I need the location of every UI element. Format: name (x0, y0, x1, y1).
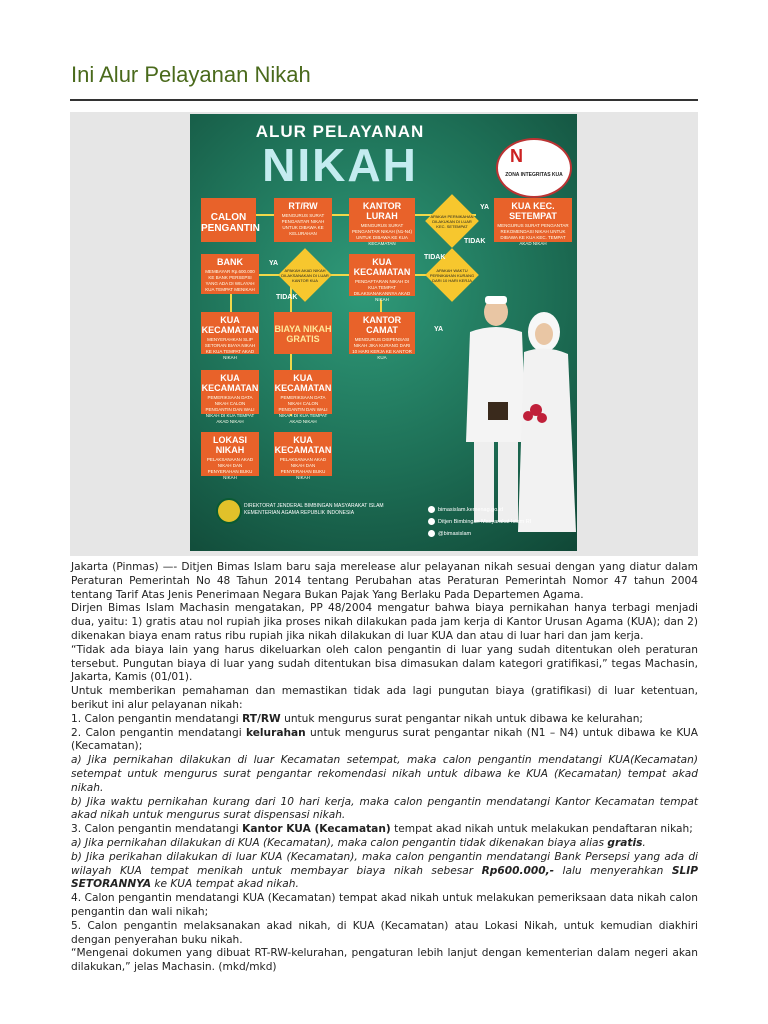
step-1: 1. Calon pengantin mendatangi RT/RW untuk mengurus surat pengantar nikah untuk dibawa ke kelurahan; (71, 712, 644, 725)
flow-box-kua-pendaftaran (349, 254, 415, 302)
box-desc: PELAKSANAAN AKAD NIKAH DAN PENYERAHAN BUKU NIKAH (206, 457, 254, 480)
article-paragraph: Jakarta (Pinmas) —- Ditjen Bimas Islam baru saja merelease alur pelayanan nikah sesuai dengan yang diatur dalam Peraturan Pemerintah No 48 Tahun 2014 tentang Perubahan atas Peraturan Pemerintah Nomor 47 tahun 2004 tentang Tarif Atas Jenis Penerimaan Negara Bukan Pajak Yang Berlaku Pada Departemen Agama. (71, 561, 698, 601)
social-facebook-text: Ditjen Bimbingan Masyarakat Islam RI (438, 518, 532, 525)
box-desc: MENGURUS SURAT PENGANTAR NIKAH UNTUK DIBAWA KE KELURAHAN (281, 213, 325, 236)
step-2b: b) Jika waktu pernikahan kurang dari 10 hari kerja, maka calon pengantin mendatangi Kantor Kecamatan tempat akad nikah untuk mengurus surat dispensasi nikah. (71, 795, 698, 822)
flow-label-ya: YA (480, 204, 490, 211)
kemenag-seal-icon (216, 498, 242, 524)
box-desc: MENGURUS DISPENSASI NIKAH JIKA KURANG DARI 10 HARI KERJA KE KANTOR KUA (352, 337, 412, 360)
step-5: 5. Calon pengantin melaksanakan akad nikah, di KUA (Kecamatan) atau Lokasi Nikah, untuk kemudian diakhiri dengan penyerahan buku nikah. (71, 919, 698, 946)
decision-text: APAKAH WAKTU PERNIKAHAN KURANG DARI 10 HARI KERJA (429, 268, 475, 283)
twitter-icon (428, 530, 435, 537)
flow-box-kua-setempat (494, 198, 572, 246)
zona-integritas-badge (496, 138, 572, 198)
box-title: RT/RW (288, 201, 318, 211)
globe-icon (428, 506, 435, 513)
box-title: KANTOR LURAH (362, 201, 402, 221)
box-title: LOKASI NIKAH (212, 435, 247, 455)
flow-box-calon-pengantin (201, 198, 260, 242)
flow-box-bank (201, 254, 259, 294)
box-title: KUA KECAMATAN (201, 315, 259, 335)
box-title: KUA KECAMATAN (274, 373, 332, 393)
flow-box-biaya-gratis (274, 312, 332, 354)
box-title: CALON PENGANTIN (201, 212, 260, 234)
badge-text: ZONA INTEGRITAS KUA (505, 172, 563, 178)
article-body (71, 561, 698, 975)
box-desc: PELAKSANAAN AKAD NIKAH DAN PENYERAHAN BUKU NIKAH (279, 457, 327, 480)
couple-photo (452, 292, 577, 542)
box-desc: PENDAFTARAN NIKAH DI KUA TEMPAT DILAKSANAKANNYA AKAD NIKAH (353, 279, 411, 302)
step-4: 4. Calon pengantin mendatangi KUA (Kecamatan) tempat akad nikah untuk melakukan pemeriksaan data nikah calon pengantin dan wali nikah; (71, 892, 698, 918)
box-desc: MEMBAYAR Rp.600.000 KE BANK PERSEPSI YANG ADA DI WILAYAH KUA TEMPAT MENIKAH (205, 269, 255, 292)
flow-box-kua-pemeriksaan-2 (274, 370, 332, 424)
article-paragraph: Dirjen Bimas Islam Machasin mengatakan, PP 48/2004 mengatur bahwa biaya pernikahan hanya terbagi menjadi dua, yaitu: 1) gratis atau nol rupiah jika proses nikah dilakukan pada jam kerja di Kantor Urusan Agama (KUA); dan 2) dikenakan biaya enam ratus ribu rupiah jika nikah dilakukan di luar KUA dan atau di luar hari dan jam kerja. (71, 602, 698, 642)
flow-label-ya: YA (434, 326, 444, 333)
step-3: 3. Calon pengantin mendatangi Kantor KUA (Kecamatan) tempat akad nikah untuk melakukan pendaftaran nikah; (71, 823, 693, 836)
article-paragraph: “Tidak ada biaya lain yang harus dikeluarkan oleh calon pengantin di luar yang sudah ditentukan oleh peraturan tersebut. Pungutan biaya di luar yang sudah ditentukan bisa dimasukan dalam kategori gratifikasi,” tegas Machasin, Jakarta, Kamis (01/01). (71, 643, 698, 684)
step-2a: a) Jika pernikahan dilakukan di luar Kecamatan setempat, maka calon pengantin mendatangi KUA(Kecamatan) setempat untuk mengurus surat pengantar rekomendasi nikah untuk dibawa ke KUA (Kecamatan) tempat akad nikah. (71, 754, 698, 794)
box-title: KUA KECAMATAN (201, 373, 259, 393)
social-twitter-text: @bimasislam (438, 530, 472, 537)
box-title: BANK (217, 257, 243, 267)
flow-label-tidak: TIDAK (276, 294, 298, 301)
box-title: KUA KECAMATAN (274, 435, 332, 455)
decision-text: APAKAH PERNIKAHAN DILAKUKAN DI LUAR KEC. SETEMPAT (430, 214, 474, 229)
poster-title-main: NIKAH (262, 139, 418, 191)
infographic-poster[interactable] (190, 114, 577, 551)
step-2: 2. Calon pengantin mendatangi kelurahan untuk mengurus surat pengantar nikah (N1 – N4) untuk dibawa ke KUA (Kecamatan); (71, 726, 698, 753)
box-desc: MENGURUS SURAT PENGANTAR NIKAH (N1-N4) UNTUK DIBAWA KE KUA KECAMATAN (352, 223, 412, 246)
org-name (244, 503, 384, 517)
flow-box-kantor-camat (349, 312, 415, 360)
box-desc: PEMERIKSAAN DATA NIKAH CALON PENGANTIN DAN WALI NIKAH DI KUA TEMPAT AKAD NIKAH (278, 395, 328, 424)
facebook-icon (428, 518, 435, 525)
flow-box-kantor-lurah (349, 198, 415, 246)
social-website-text: bimasislam.kemenag.go.id (438, 506, 504, 513)
social-website[interactable] (428, 506, 503, 513)
box-desc: PEMERIKSAAN DATA NIKAH CALON PENGANTIN DAN WALI NIKAH DI KUA TEMPAT AKAD NIKAH (205, 395, 255, 424)
poster-title-top: ALUR PELAYANAN (255, 122, 425, 141)
decision-text: APAKAH AKAD NIKAH DILAKSANAKAN DI LUAR KANTOR KUA (281, 268, 329, 283)
flow-box-lokasi-nikah (201, 432, 259, 480)
flow-box-kua-pemeriksaan (201, 370, 259, 424)
box-title: BIAYA NIKAH GRATIS (274, 324, 332, 344)
box-title: KUA KEC. SETEMPAT (509, 201, 557, 221)
step-3b: b) Jika perikahan dilakukan di luar KUA (Kecamatan), maka calon pengantin mendatangi Bank Persepsi yang ada di wilayah KUA tempat menikah untuk membayar biaya nikah sebesar Rp600.000,- lalu menyerahkan SLIP SETORANNYA ke KUA tempat akad nikah. (71, 850, 698, 891)
flow-label-tidak: TIDAK (464, 238, 486, 245)
box-title: KUA KECAMATAN (353, 257, 411, 277)
title-divider (70, 99, 698, 101)
flow-label-ya: YA (269, 260, 279, 267)
flow-label-tidak: TIDAK (424, 254, 446, 261)
social-twitter[interactable] (428, 530, 471, 537)
page-title: Ini Alur Pelayanan Nikah (71, 62, 311, 87)
flow-box-kua-slip (201, 312, 259, 360)
org-line-2: KEMENTERIAN AGAMA REPUBLIK INDONESIA (244, 510, 355, 516)
social-facebook[interactable] (428, 518, 531, 525)
flow-box-rt-rw (274, 198, 332, 242)
box-desc: MENGURUS SURAT PENGANTAR REKOMENDASI NIKAH UNTUK DIBAWA KE KUA KEC. TEMPAT AKAD NIKAH (497, 223, 569, 246)
box-title: KANTOR CAMAT (362, 315, 402, 335)
badge-mark: N (510, 146, 523, 166)
article-paragraph: Untuk memberikan pemahaman dan memastikan tidak ada lagi pungutan biaya (gratifikasi) di luar ketentuan, berikut ini alur pelayanan nikah: (71, 685, 698, 711)
box-desc: MENYERAHKAN SLIP SETORAN BIAYA NIKAH KE KUA TEMPAT AKAD NIKAH (204, 337, 256, 360)
article-closing: “Mengenai dokumen yang dibuat RT-RW-kelurahan, pengaturan lebih lanjut dengan kementerian dalam negeri akan dilakukan,” jelas Machasin. (mkd/mkd) (71, 947, 698, 974)
step-3a: a) Jika pernikahan dilakukan di KUA (Kecamatan), maka calon pengantin tidak dikenakan biaya alias gratis. (71, 836, 646, 849)
flow-box-kua-akad (274, 432, 332, 480)
org-line-1: DIREKTORAT JENDERAL BIMBINGAN MASYARAKAT ISLAM (244, 503, 384, 509)
